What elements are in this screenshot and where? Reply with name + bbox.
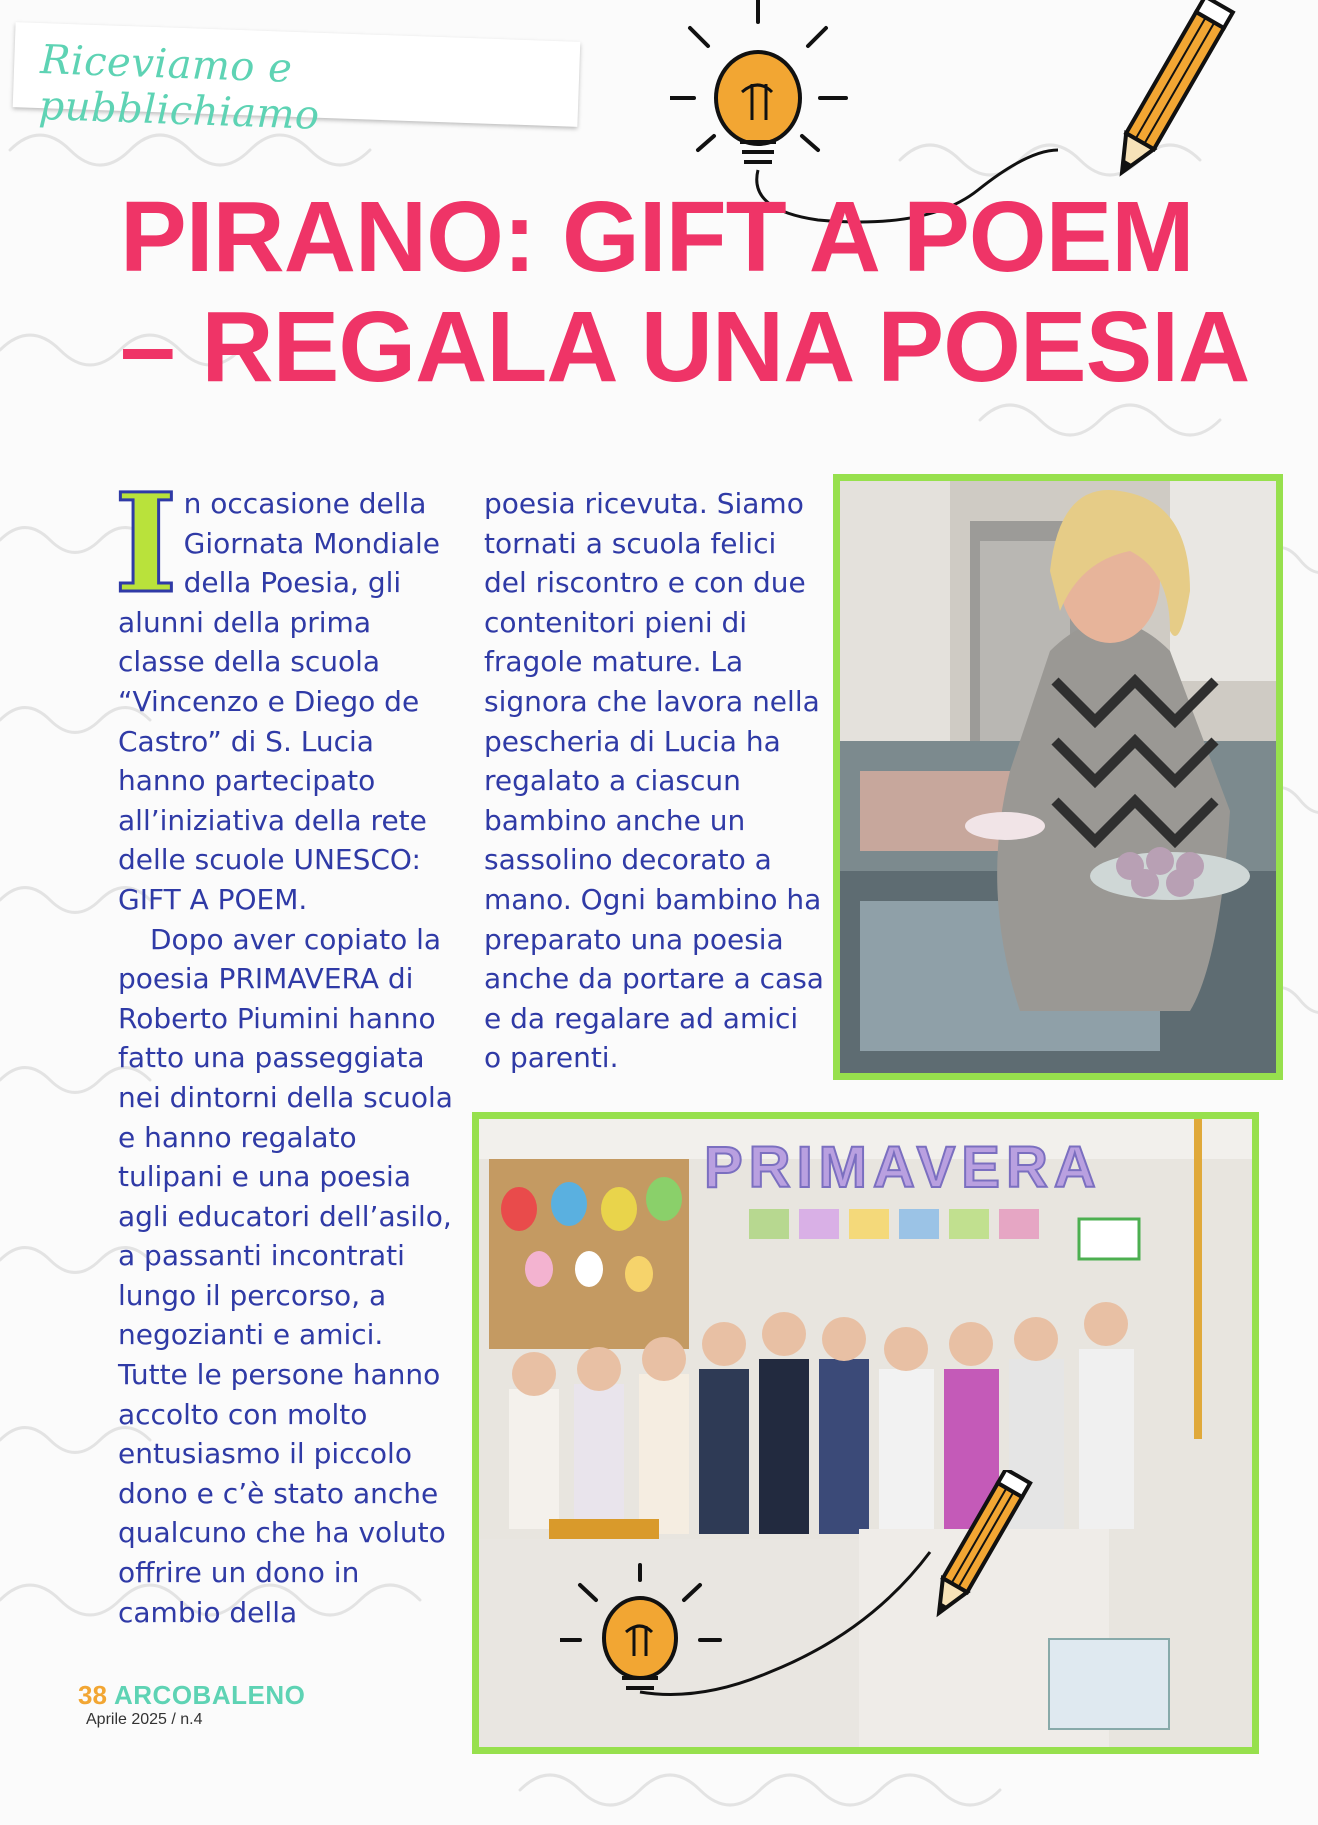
headline-line-2: – REGALA UNA POESIA <box>120 291 1250 403</box>
article-column-2 <box>484 484 824 1078</box>
lightbulb-pencil-decoration-bottom <box>560 1470 1040 1700</box>
pencil-icon <box>1108 0 1233 180</box>
article-column-1 <box>114 464 458 1632</box>
section-label: Riceviamo e pubblichiamo <box>37 37 321 139</box>
drop-cap: I <box>114 464 178 624</box>
paragraph-walk: Dopo aver copiato la poesia PRIMAVERA di Roberto Piumini hanno fatto una passeggiata nei dintorni della scuola e hanno regalato tulipani e una poesia agli educatori dell’asilo, a passanti incontrati lungo il percorso, a negozianti e amici. Tutte le persone hanno accolto con molto entusiasmo il piccolo dono e c’è stato anche qualcuno che ha voluto offrire un dono in cambio della <box>118 922 453 1629</box>
photo-fishmonger <box>833 474 1283 1080</box>
paragraph-intro: n occasione della Giornata Mondiale della Poesia, gli alunni della prima classe della scuola “Vincenzo e Diego de Castro” di S. Lucia hanno partecipato all’iniziativa della rete delle scuole UNESCO: GIFT A POEM. <box>118 487 440 916</box>
page-number: 38 <box>78 1680 107 1710</box>
issue-info: Aprile 2025 / n.4 <box>86 1711 203 1728</box>
pencil-icon <box>927 1470 1030 1620</box>
primavera-banner: PRIMAVERA <box>704 1135 1102 1200</box>
magazine-name: ARCOBALENO <box>114 1680 306 1710</box>
headline-line-1: PIRANO: GIFT A POEM <box>120 181 1194 293</box>
paragraph-continued: poesia ricevuta. Siamo tornati a scuola felici del riscontro e con due contenitori pieni di fragole mature. La signora che lavora nella pescheria di Lucia ha regalato a ciascun bambino anche un sassolino decorato a mano. Ogni bambino ha preparato una poesia anche da portare a casa e da regalare ad amici o parenti. <box>484 487 824 1075</box>
headline <box>120 181 1250 403</box>
lightbulb-icon <box>560 1552 930 1695</box>
